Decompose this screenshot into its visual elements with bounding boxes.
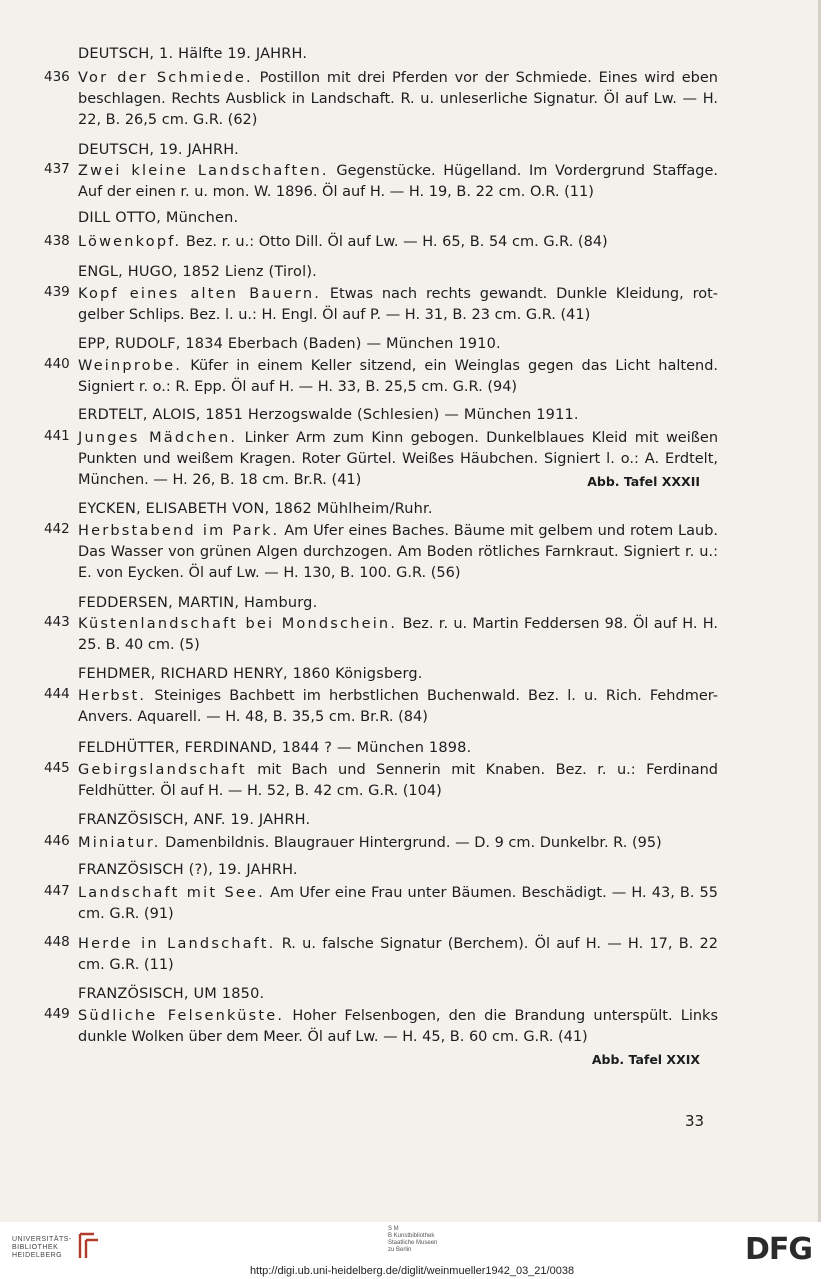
lot-number: 446 [44,833,70,849]
lot-entry [78,356,718,398]
lot-number: 439 [44,284,70,300]
lot-title: Herde in Landschaft. [78,936,276,952]
page-number: 33 [685,1112,705,1130]
lot-description: Damenbildnis. Blaugrauer Hintergrund. — D. 9 cm. Dunkelbr. R. (95) [165,835,662,851]
lot-description: Hoher Felsenbogen, den die Brandung unterspült. Links dunkle Wolken über dem Meer. Öl auf Lw. — H. 45, B. 60 cm. G.R. (41) [78,1008,719,1045]
lot-number: 445 [44,760,70,776]
lot-number: 440 [44,356,70,372]
lot-entry [78,883,718,925]
stamp-line: Staatliche Museen [388,1240,438,1246]
lot-number: 449 [44,1006,70,1022]
artist-heading: DILL OTTO, München. [78,210,239,226]
artist-heading: FRANZÖSISCH, ANF. 19. JAHRH. [78,812,311,828]
lot-number: 441 [44,428,70,444]
lot-entry [78,760,718,802]
plate-reference: Abb. Tafel XXIX [591,1052,700,1067]
artist-heading: FEDDERSEN, MARTIN, Hamburg. [78,595,318,611]
lot-title: Weinprobe. [78,358,183,374]
artist-heading: EPP, RUDOLF, 1834 Eberbach (Baden) — München 1910. [78,336,501,352]
library-emblem-icon [76,1230,100,1262]
lot-number: 438 [44,233,70,249]
lot-title: Junges Mädchen. [78,430,238,446]
plate-reference: Abb. Tafel XXXII [587,474,700,489]
lot-number: 436 [44,69,70,85]
lot-number: 442 [44,521,70,537]
lot-title: Landschaft mit See. [78,885,265,901]
lot-description: R. u. falsche Signatur (Berchem). Öl auf H. — H. 17, B. 22 cm. G.R. (11) [78,936,718,973]
lot-title: Löwenkopf. [78,234,182,250]
lot-description: mit Bach und Sennerin mit Knaben. Bez. r. u.: Ferdinand Feldhütter. Öl auf H. — H. 52, B. 42 cm. G.R. (104) [78,762,719,799]
lot-description: Gegenstücke. Hügelland. Im Vordergrund Staffage. Auf der einen r. u. mon. W. 1896. Öl auf H. — H. 19, B. 22 cm. O.R. (11) [78,163,719,200]
artist-heading: FRANZÖSISCH, UM 1850. [78,986,265,1002]
lot-title: Gebirgslandschaft [78,762,247,778]
lot-number: 443 [44,614,70,630]
lot-number: 437 [44,161,70,177]
lot-entry [78,934,718,976]
university-library-logo[interactable]: UNIVERSITÄTS- BIBLIOTHEK HEIDELBERG [12,1236,72,1259]
lot-description: Linker Arm zum Kinn gebogen. Dunkelblaues Kleid mit weißen Punkten und weißem Kragen. Roter Gürtel. Weißes Häubchen. Signiert l. o.: A. Erdtelt, München. — H. 26, B. 18 cm. Br.R. (41) [78,430,719,488]
source-url-link[interactable]: http://digi.ub.uni-heidelberg.de/diglit/weinmueller1942_03_21/0038 [249,1265,575,1277]
artist-heading: FELDHÜTTER, FERDINAND, 1844 ? — München 1898. [78,740,472,756]
lot-title: Küstenlandschaft bei Mondschein. [78,616,398,632]
lot-description: Etwas nach rechts gewandt. Dunkle Kleidung, rot-gelber Schlips. Bez. l. u.: H. Engl. Öl auf P. — H. 31, B. 23 cm. G.R. (41) [78,286,719,323]
lot-title: Herbst. [78,688,147,704]
lot-description: Bez. r. u.: Otto Dill. Öl auf Lw. — H. 65, B. 54 cm. G.R. (84) [185,234,608,250]
lot-description: Am Ufer eines Baches. Bäume mit gelbem und rotem Laub. Das Wasser von grünen Algen durchzogen. Am Boden rötliches Farnkraut. Signiert r. u.: E. von Eycken. Öl auf Lw. — H. 130, B. 100. G.R. (56) [78,523,719,581]
artist-heading: ENGL, HUGO, 1852 Lienz (Tirol). [78,264,317,280]
lot-description: Postillon mit drei Pferden vor der Schmiede. Eines wird eben beschlagen. Rechts Ausblick in Landschaft. R. u. unleserliche Signatur. Öl auf Lw. — H. 22, B. 26,5 cm. G.R. (62) [78,70,718,128]
artist-heading: ERDTELT, ALOIS, 1851 Herzogswalde (Schlesien) — München 1911. [78,407,579,423]
stamp-line: S M [388,1226,399,1232]
lot-title: Zwei kleine Landschaften. [78,163,329,179]
dfg-logo[interactable]: DFG [744,1232,812,1267]
lot-entry [78,833,718,854]
lot-entry [78,68,718,131]
lot-title: Kopf eines alten Bauern. [78,286,322,302]
lot-entry [78,232,718,253]
lot-title: Vor der Schmiede. [78,70,253,86]
lot-description: Steiniges Bachbett im herbstlichen Buchenwald. Bez. l. u. Rich. Fehdmer-Anvers. Aquarell. — H. 48, B. 35,5 cm. Br.R. (84) [78,688,719,725]
stamp-line: B Kunstbibliothek [388,1233,435,1239]
artist-heading: EYCKEN, ELISABETH VON, 1862 Mühlheim/Ruhr. [78,501,433,517]
lot-entry [78,1006,718,1048]
lot-description: Am Ufer eine Frau unter Bäumen. Beschädigt. — H. 43, B. 55 cm. G.R. (91) [78,885,719,922]
artist-heading: DEUTSCH, 1. Hälfte 19. JAHRH. [78,46,308,62]
lot-entry [78,161,718,203]
lot-entry [78,521,718,584]
artist-heading: FEHDMER, RICHARD HENRY, 1860 Königsberg. [78,666,423,682]
museum-stamp [388,1226,437,1254]
stamp-line: zu Berlin [388,1247,412,1253]
artist-heading: DEUTSCH, 19. JAHRH. [78,142,239,158]
lot-number: 444 [44,686,70,702]
lot-title: Miniatur. [78,835,161,851]
lot-number: 448 [44,934,70,950]
lot-description: Küfer in einem Keller sitzend, ein Weinglas gegen das Licht haltend. Signiert r. o.: R. Epp. Öl auf H. — H. 33, B. 25,5 cm. G.R. (94) [78,358,719,395]
lot-title: Südliche Felsenküste. [78,1008,285,1024]
lot-number: 447 [44,883,70,899]
lot-description: Bez. r. u. Martin Feddersen 98. Öl auf H. H. 25. B. 40 cm. (5) [78,616,718,653]
lot-entry [78,614,718,656]
lot-entry [78,686,718,728]
lot-entry [78,284,718,326]
artist-heading: FRANZÖSISCH (?), 19. JAHRH. [78,862,298,878]
lot-title: Herbstabend im Park. [78,523,280,539]
